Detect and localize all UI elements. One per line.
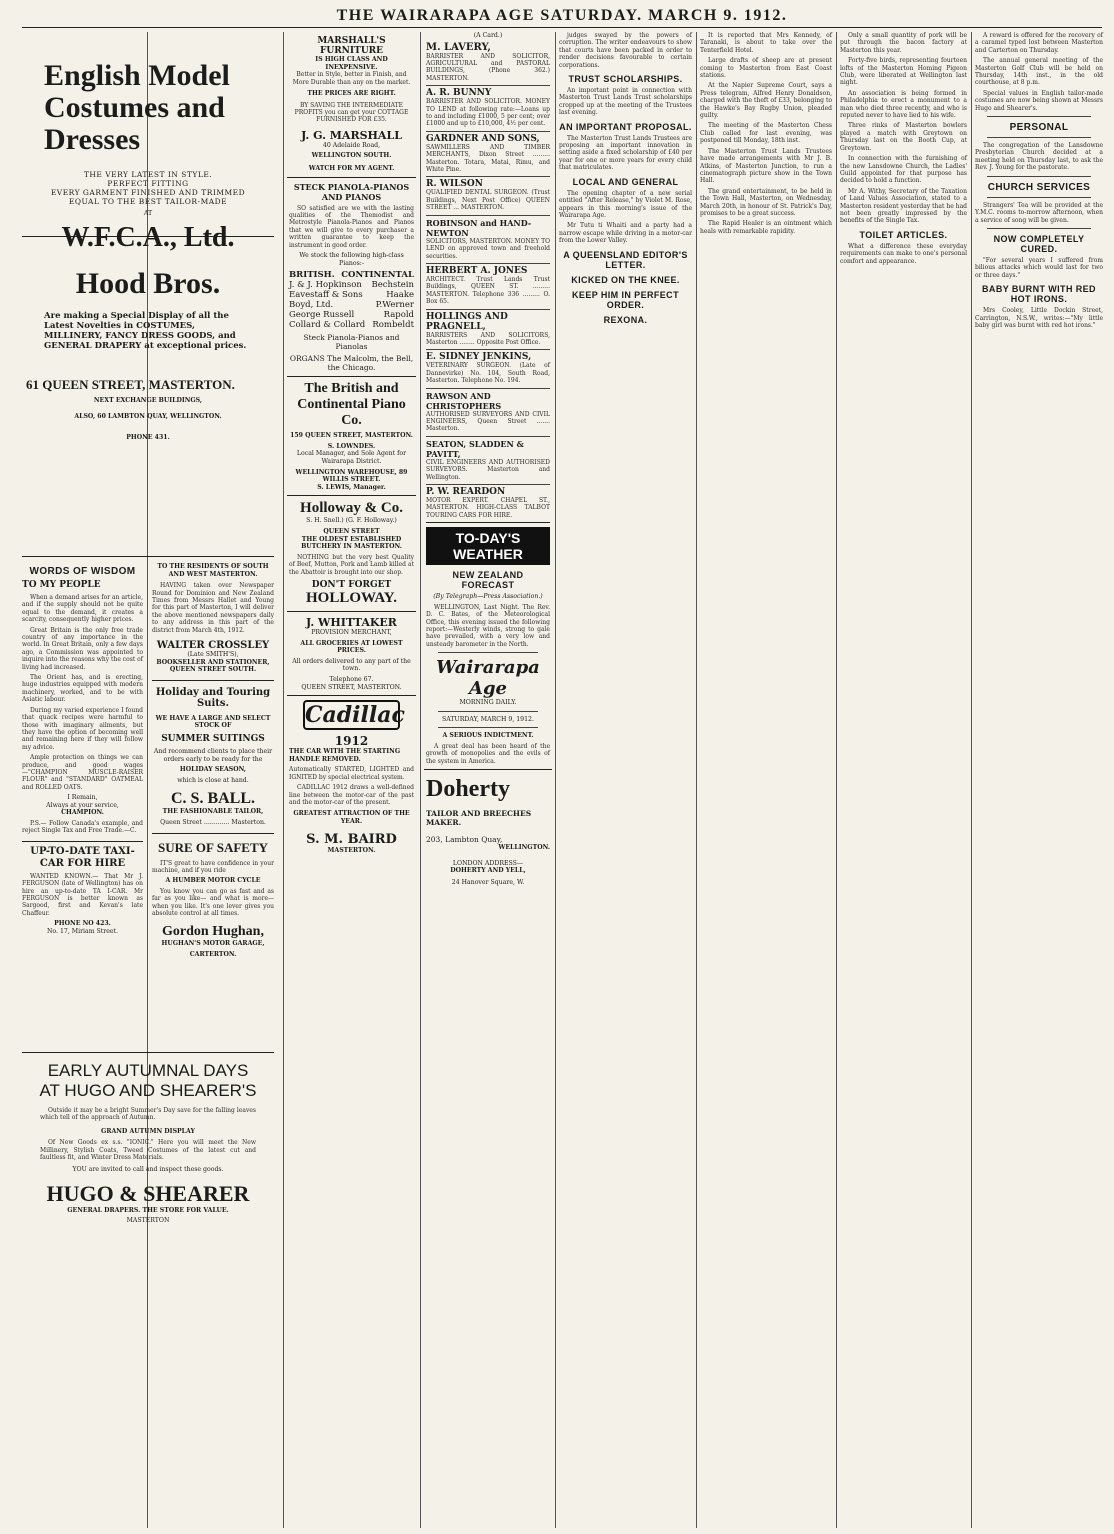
- ad-british-continental: The British and Continental Piano Co. 159 QUEEN STREET, MASTERTON. S. LOWNDES. Local Manager, and Sole Agent for Wairarapa District. WELLINGTON WAREHOUSE, 89 WILLIS STREET. S. LEWIS, Manager.: [287, 377, 416, 496]
- hood-title: Hood Bros.: [75, 267, 221, 300]
- ad-english-model: English Model Costumes and Dresses THE VERY LATEST IN STYLE. PERFECT FITTING EVERY GARMENT FINISHED AND TRIMMED EQUAL TO THE BEST TAILOR-MADE AT W.F.C.A., Ltd.: [22, 32, 274, 237]
- piano-row: Eavestaff & Sons Haake: [289, 290, 414, 301]
- ad-hugo-shearer: EARLY AUTUMNAL DAYS AT HUGO AND SHEARER'S Outside it may be a bright Summer's Day save for the falling leaves which tell of the approach of Autumn. GRAND AUTUMN DISPLAY Of New Goods ex s.s. "IONIC." Here you will meet the New Millinery, Stylish Coats, Tweed Costumes of the latest cut and faultless fit, and Winter Dress Materials. YOU are invited to call and inspect these goods. HUGO & SHEARER GENERAL DRAPERS. THE STORE FOR VALUE. MASTERTON: [22, 1052, 274, 1512]
- column-3: [287, 32, 416, 1528]
- hugo-shearer-name: HUGO & SHEARER: [46, 1181, 250, 1207]
- ad-firm: W.F.C.A., Ltd.: [61, 221, 235, 253]
- card: SEATON, SLADDEN & PAVITT, CIVIL ENGINEERS AND AUTHORISED SURVEYORS. Masterton and Wellington.: [426, 437, 550, 485]
- card: HERBERT A. JONES ARCHITECT. Trust Lands Trust Buildings, QUEEN ST. ......... MASTERTON. Telephone 336 ......... O. Box 65.: [426, 264, 550, 310]
- ad-cs-ball: Holiday and Touring Suits. WE HAVE A LARGE AND SELECT STOCK OF SUMMER SUITINGS And recommend clients to place their orders early to be ready for the HOLIDAY SEASON, which is close at hand. C. S. BALL. THE FASHIONABLE TAILOR, Queen Street ............. Masterton.: [152, 681, 274, 834]
- column-6: It is reported that Mrs Kennedy, of Taranaki, is about to take over the Tenterfield Hotel. Large drafts of sheep are at present coming to Masterton from East Coast stations. At the Napier Supreme Court, says a Press telegram, Alfred Henry Donaldson, charged with the theft of £33, belonging to the Hawke's Bay Rugby Union, pleaded guilty. The meeting of the Masterton Chess Club called for last evening, was postponed till Monday, 18th inst. The Masterton Trust Lands Trustees have made arrangements with Mr J. B. Atkins, of Masterton Junction, to run a cinematograph picture show in the Town Hall. The grand entertainment, to be held in the Town Hall, Masterton, on Wednesday, March 20th, in honour of St. Patrick's Day, promises to be a great success. The Rapid Healer is an ointment which heals with remarkable rapidity.: [700, 32, 832, 235]
- professional-cards: (A Card.) M. LAVERY, BARRISTER AND SOLICITOR, AGRICULTURAL and PASTORAL BUILDINGS, (Phone 362.) MASTERTON. A. R. BUNNY BARRISTER AND SOLICITOR. MONEY TO LEND at following rate:—Loans up to and including £1000, 5 per cent; over £1000 and up to £10,000, 4½ per cent. GARDNER AND SONS, SAWMILLERS AND TIMBER MERCHANTS, Dixon Street ......... Masterton. Totara, Matai, Rimu, and White Pine. R. WILSON QUALIFIED DENTAL SURGEON. (Trust Buildings, Next Post Office) QUEEN STREET ... MASTERTON. ROBINSON and HAND-NEWTON SOLICITORS, MASTERTON. MONEY TO LEND on approved town and freehold securities. HERBERT A. JONES ARCHITECT. Trust Lands Trust Buildings, QUEEN ST. ......... MASTERTON. Telephone 336 ......... O. Box 65. HOLLINGS AND PRAGNELL, BARRISTERS AND SOLICITORS, Masterton ........ Opposite Post Office. E. SIDNEY JENKINS, VETERINARY SURGEON. (Late of Dannevirke) No. 104, South Road, Masterton. Telephone No. 194. RAWSON AND CHRISTOPHERS AUTHORISED SURVEYORS AND CIVIL ENGINEERS, Queen Street ....... Masterton. SEATON, SLADDEN & PAVITT, CIVIL ENGINEERS AND AUTHORISED SURVEYORS. Masterton and Wellington. P. W. REARDON MOTOR EXPERT. CHAPEL ST., MASTERTON. HIGH-CLASS TALBOT TOURING CARS FOR HIRE.: [424, 32, 552, 523]
- ad-title: English Model Costumes and Dresses: [44, 59, 230, 156]
- card: GARDNER AND SONS, SAWMILLERS AND TIMBER MERCHANTS, Dixon Street ......... Masterton. Totara, Matai, Rimu, and White Pine.: [426, 132, 550, 178]
- piano-row: J. & J. Hopkinson Bechstein: [289, 280, 414, 291]
- ad-hughan: SURE OF SAFETY IT'S great to have confidence in your machine, and if you ride A HUMBER MOTOR CYCLE You know you can go as fast and as far as you like— and what is more— when you like. It's one lever gives you absolute control at all times. Gordon Hughan, HUGHAN'S MOTOR GARAGE, CARTERTON.: [152, 839, 274, 959]
- card: RAWSON AND CHRISTOPHERS AUTHORISED SURVEYORS AND CIVIL ENGINEERS, Queen Street ....... Masterton.: [426, 389, 550, 437]
- ad-steck-pianos: STECK PIANOLA-PIANOS AND PIANOS SO satisfied are we with the lasting qualities of the Themodist and Metrostyle Pianola-Pianos and Pianos that we will give to every purchaser a written guarantee to keep the instrument in good order. We stock the following high-class Pianos:- BRITISH. CONTINENTAL J. & J. Hopkinson Bechstein Eavestaff & Sons Haake Boyd, Ltd. P.Werner George Russell Rapold Collard & Collard Rombeldt Steck Pianola-Pianos and Pianolas ORGANS The Malcolm, the Bell, the Chicago.: [287, 178, 416, 378]
- column-7: Only a small quantity of pork will be put through the bacon factory at Masterton this year. Forty-five birds, representing fourteen lofts of the Masterton Homing Pigeon Club, were liberated at Wellington last night. An association is being formed in Philadelphia to erect a monument to a man who died three recently, and who is reputed never to have lied to his wife. Three rinks of Masterton bowlers played a match with Greytown on Thursday last on the Booth Cup, at Greytown. In connection with the furnishing of the new Lansdowne Church, the Ladies' Guild appointed for that purpose has decided to hold a function. Mr A. Withy, Secretary of the Taxation of Land Values Association, stated to a Masterton resident yesterday that he had not been greatly impressed by the benefits of the Single Tax. TOILET ARTICLES. What a difference these everyday requirements can make to one's personal comfort and appearance.: [840, 32, 967, 265]
- card: E. SIDNEY JENKINS, VETERINARY SURGEON. (Late of Dannevirke) No. 104, South Road, Masterton. Telephone No. 194.: [426, 350, 550, 388]
- ad-hood-bros: Hood Bros. Are making a Special Display of all the Latest Novelties in COSTUMES, MILLINERY, FANCY DRESS GOODS, and GENERAL DRAPERY at exceptional prices. 61 QUEEN STREET, MASTERTON. NEXT EXCHANGE BUILDINGS, ALSO, 60 LAMBTON QUAY, WELLINGTON. PHONE 431.: [22, 237, 274, 557]
- piano-row: Boyd, Ltd. P.Werner: [289, 300, 414, 311]
- column-4: [424, 32, 552, 1528]
- column-1: [22, 32, 274, 1528]
- words-of-wisdom: WORDS OF WISDOM TO MY PEOPLE When a demand arises for an article, and if the supply should not be quite equal to the demand, it creates a scarcity, consequently higher prices. Great Britain is the only free trade country of any importance in the world. In Great Britain, only a few days ago, a Commission was appointed to inquire into the reasons why the cost of living had increased. The Orient has, and is erecting, huge industries equipped with modern machinery, worked, and to be with Asiatic labour. During my varied experience I found that quack recipes were harmful to those with imaginary ailments, but they have the option of becoming well and remaining here if they will follow my advice. Ample protection on things we can produce, and good wages—"CHAMPION MUSCLE-RAISER FLOUR" and "STANDARD" OATMEAL and ROLLED OATS. I Remain, Always at your service, CHAMPION. P.S.— Follow Canada's example, and reject Single Tax and Free Trade.—C. UP-TO-DATE TAXI-CAR FOR HIRE WANTED KNOWN.— That Mr J. FERGUSON (late of Wellington) has on hire an up-to-date TA I-CAR. Mr FERGUSON is better known as Sargood, first and Kevan's late Chaffeur. PHONE NO 423. No. 17, Miriam Street.: [22, 557, 148, 1052]
- column-8: A reward is offered for the recovery of a caramel typed lost between Masterton and Carterton on Thursday. The annual general meeting of the Masterton Golf Club will be held on Thursday, 14th inst., in the old courthouse, at 8 p.m. Special values in English tailor-made costumes are now being shown at Messrs Hugo and Shearer's. PERSONAL The congregation of the Lansdowne Presbyterian Church decided at a meeting held on Thursday last, to ask the Rev. J. Young for the pastorate. CHURCH SERVICES Strangers' Tea will be provided at the Y.M.C. rooms to-morrow afternoon, when a service of song will be given. NOW COMPLETELY CURED. "For several years I suffered from bilious attacks which would last for two or three days." BABY BURNT WITH RED HOT IRONS. Mrs Cooley, Little Dockin Street, Carrington, N.S.W., writes:—"My little baby girl was burnt with red hot irons.": [975, 32, 1103, 329]
- ad-marshall: MARSHALL'S FURNITURE IS HIGH CLASS AND INEXPENSIVE. Better in Style, better in Finish, and More Durable than any on the market. THE PRICES ARE RIGHT. BY SAVING THE INTERMEDIATE PROFITS you can get your COTTAGE FURNISHED FOR £35. J. G. MARSHALL 40 Adelaide Road, WELLINGTON SOUTH. WATCH FOR MY AGENT.: [287, 32, 416, 178]
- ad-taxi: UP-TO-DATE TAXI-CAR FOR HIRE WANTED KNOWN.— That Mr J. FERGUSON (late of Wellington) has on hire an up-to-date TA I-CAR. Mr FERGUSON is better known as Sargood, first and Kevan's late Chaffeur. PHONE NO 423. No. 17, Miriam Street.: [22, 841, 143, 940]
- cadillac-logo: Cadillac: [305, 702, 405, 729]
- weather-section: TO-DAY'S WEATHER NEW ZEALAND FORECAST (By Telegraph—Press Association.) WELLINGTON, Last Night. The Rev. D. C. Bates, of the Meteorological Office, this evening issued the following report:—Westerly winds, strong to gale have prevailed, with a very low and unsteady barometer in the North. Wairarapa Age MORNING DAILY. SATURDAY, MARCH 9, 1912. A SERIOUS INDICTMENT. A great deal has been heard of the growth of monopolies and the evils of the system in America.: [424, 523, 552, 769]
- card: HOLLINGS AND PRAGNELL, BARRISTERS AND SOLICITORS, Masterton ........ Opposite Post Office.: [426, 310, 550, 351]
- column-2: [148, 557, 274, 1052]
- card: ROBINSON and HAND-NEWTON SOLICITORS, MASTERTON. MONEY TO LEND on approved town and freehold securities.: [426, 216, 550, 264]
- weather-title: TO-DAY'S WEATHER: [426, 527, 550, 565]
- column-5: judges swayed by the powers of corruption. The writer endeavours to show that courts have been packed in order to render decisions favourable to certain corporations. TRUST SCHOLARSHIPS. An important point in connection with Masterton Trust Lands Trust scholarships cropped up at the meeting of the Trustees last evening. AN IMPORTANT PROPOSAL. The Masterton Trust Lands Trustees are proposing an important innovation in setting aside a fixed scholarship of £40 per year for one or more years for every child that matriculates. LOCAL AND GENERAL The opening chapter of a new serial entitled "After Release," by Violet M. Rose, appears in this morning's issue of the Wairarapa Age. Mr Tutu ti Whaiti and a party had a narrow escape while driving in a motor-car from the Lower Valley. A QUEENSLAND EDITOR'S LETTER. KICKED ON THE KNEE. KEEP HIM IN PERFECT ORDER. REXONA.: [559, 32, 692, 325]
- card: P. W. REARDON MOTOR EXPERT. CHAPEL ST., MASTERTON. HIGH-CLASS TALBOT TOURING CARS FOR HIRE.: [426, 485, 550, 523]
- ad-cadillac: Cadillac 1912 THE CAR WITH THE STARTING HANDLE REMOVED. Automatically STARTED, LIGHTED and IGNITED by special electrical system. CADILLAC 1912 draws a well-defined line between the motor-car of the past and the motor-car of the present. GREATEST ATTRACTION OF THE YEAR. S. M. BAIRD MASTERTON.: [289, 702, 414, 854]
- ad-whittaker: J. WHITTAKER PROVISION MERCHANT, ALL GROCERIES AT LOWEST PRICES. All orders delivered to any part of the town. Telephone 67. QUEEN STREET, MASTERTON.: [287, 612, 416, 696]
- card: A. R. BUNNY BARRISTER AND SOLICITOR. MONEY TO LEND at following rate:—Loans up to and including £1000, 5 per cent; over £1000 and up to £10,000, 4½ per cent.: [426, 86, 550, 132]
- card: R. WILSON QUALIFIED DENTAL SURGEON. (Trust Buildings, Next Post Office) QUEEN STREET ... MASTERTON.: [426, 177, 550, 215]
- card: M. LAVERY, BARRISTER AND SOLICITOR, AGRICULTURAL and PASTORAL BUILDINGS, (Phone 362.) MASTERTON.: [426, 40, 550, 87]
- piano-row: Collard & Collard Rombeldt: [289, 320, 414, 331]
- masthead: THE WAIRARAPA AGE SATURDAY. MARCH 9. 1912.: [22, 6, 1102, 28]
- piano-row: George Russell Rapold: [289, 310, 414, 321]
- ad-doherty: Doherty TAILOR AND BREECHES MAKER. 203, Lambton Quay, WELLINGTON. LONDON ADDRESS— DOHERTY AND YELL, 24 Hanover Square, W.: [424, 769, 552, 892]
- ad-crossley: TO THE RESIDENTS OF SOUTH AND WEST MASTERTON. HAVING taken over Newspaper Round for Dominion and New Zealand Times from Messrs Hallet and Young for this part of Masterton, I will deliver the above mentioned newspapers daily to any address in this part of the district from March 4th, 1912. WALTER CROSSLEY (Late SMITH'S), BOOKSELLER AND STATIONER, QUEEN STREET SOUTH.: [152, 561, 274, 681]
- paper-nameplate: Wairarapa Age: [436, 657, 540, 700]
- ad-holloway: Holloway & Co. S. H. Snell.) (G. F. Holloway.) QUEEN STREET THE OLDEST ESTABLISHED BUTCHERY IN MASTERTON. NOTHING but the very best Quality of Beef, Mutton, Pork and Lamb killed at the Abattoir is brought into our shop. DON'T FORGET HOLLOWAY.: [287, 496, 416, 612]
